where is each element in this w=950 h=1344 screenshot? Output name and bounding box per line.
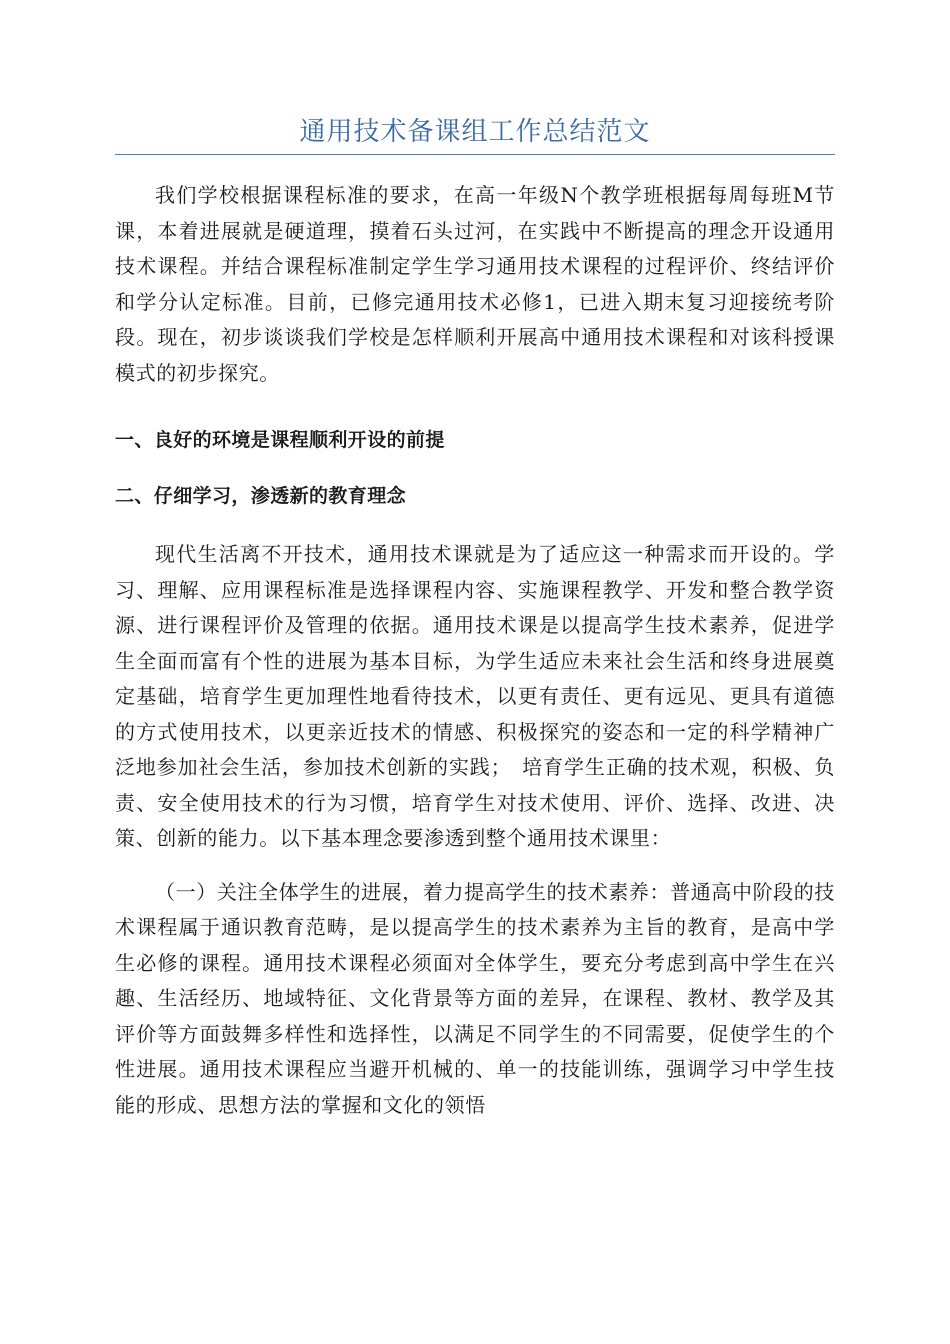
section-heading-2: 二、仔细学习，渗透新的教育理念: [115, 485, 407, 507]
intro-paragraph: 我们学校根据课程标准的要求，在高一年级N个教学班根据每周每班M节课，本着进展就是硬道理，摸着石头过河，在实践中不断提高的理念开设通用技术课程。并结合课程标准制定学生学习通用技术课程的过程评价、终结评价和学分认定标准。目前，已修完通用技术必修1，已进入期末复习迎接统考阶段。现在，初步谈谈我们学校是怎样顺利开展高中通用技术课程和对该科授课模式的初步探究。: [115, 183, 835, 385]
body-paragraph-3: （一）关注全体学生的进展，着力提高学生的技术素养：普通高中阶段的技术课程属于通识教育范畴，是以提高学生的技术素养为主旨的教育，是高中学生必修的课程。通用技术课程必须面对全体学生，要充分考虑到高中学生在兴趣、生活经历、地域特征、文化背景等方面的差异，在课程、教材、教学及其评价等方面鼓舞多样性和选择性，以满足不同学生的不同需要，促使学生的个性进展。通用技术课程应当避开机械的、单一的技能训练，强调学习中学生技能的形成、思想方法的掌握和文化的领悟: [115, 879, 835, 1117]
title-underline: [115, 154, 835, 155]
section-heading-1: 一、良好的环境是课程顺利开设的前提: [115, 429, 445, 451]
body-paragraph-2: 现代生活离不开技术，通用技术课就是为了适应这一种需求而开设的。学习、理解、应用课程标准是选择课程内容、实施课程教学、开发和整合教学资源、进行课程评价及管理的依据。通用技术课是以提高学生技术素养，促进学生全面而富有个性的进展为基本目标，为学生适应未来社会生活和终身进展奠定基础，培育学生更加理性地看待技术，以更有责任、更有远见、更具有道德的方式使用技术，以更亲近技术的情感、积极探究的姿态和一定的科学精神广泛地参加社会生活，参加技术创新的实践； 培育学生正确的技术观，积极、负责、安全使用技术的行为习惯，培育学生对技术使用、评价、选择、改进、决策、创新的能力。以下基本理念要渗透到整个通用技术课里：: [115, 542, 835, 850]
document-body: [115, 178, 835, 1123]
document-title: 通用技术备课组工作总结范文: [299, 117, 651, 147]
